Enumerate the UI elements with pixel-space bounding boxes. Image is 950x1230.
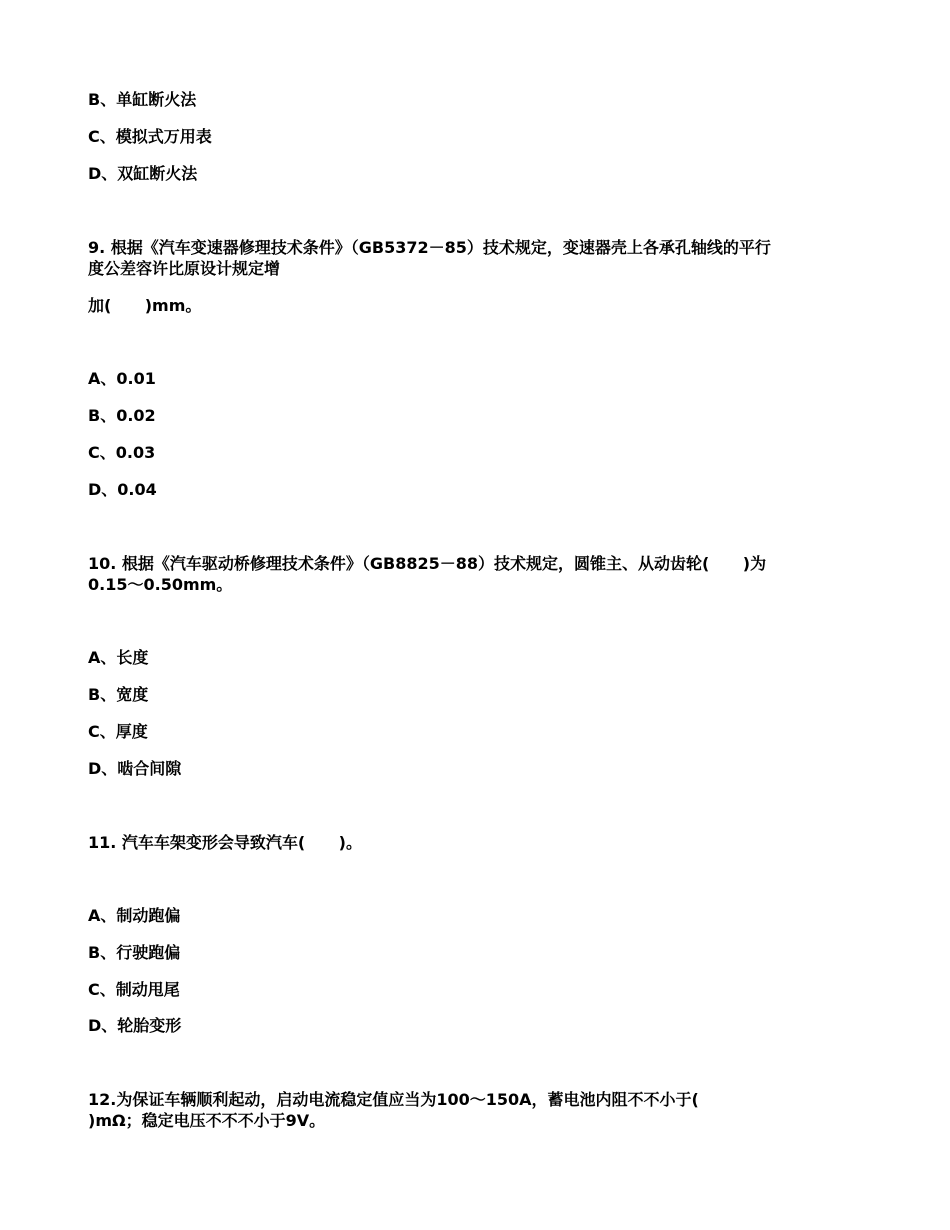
q11-stem: 11. 汽车车架变形会导致汽车( )。 (88, 833, 362, 852)
q9-stem-line1: 9. 根据《汽车变速器修理技术条件》（GB5372－85）技术规定，变速器壳上各承孔轴线的平行 (88, 238, 771, 257)
q12-stem-line1: 12.为保证车辆顺利起动，启动电流稳定值应当为100～150A，蓄电池内阻不不小于( (88, 1090, 699, 1109)
q9-stem-line3: 加( )mm。 (88, 296, 202, 315)
q10-option-a: A、长度 (88, 648, 149, 667)
q9-option-c: C、0.03 (88, 443, 156, 462)
q10-option-b: B、宽度 (88, 685, 149, 704)
q11-option-d: D、轮胎变形 (88, 1016, 182, 1035)
q12-stem-line2: )mΩ；稳定电压不不不小于9V。 (88, 1111, 326, 1130)
q9-stem-line2: 度公差容许比原设计规定增 (88, 259, 281, 278)
q9-option-d: D、0.04 (88, 480, 157, 499)
q8-option-d: D、双缸断火法 (88, 164, 198, 183)
q11-option-b: B、行驶跑偏 (88, 943, 181, 962)
q10-option-d: D、啮合间隙 (88, 759, 182, 778)
q9-option-b: B、0.02 (88, 406, 156, 425)
q10-stem-line1: 10. 根据《汽车驱动桥修理技术条件》（GB8825－88）技术规定，圆锥主、从动齿轮( )为 (88, 554, 767, 573)
q11-option-c: C、制动甩尾 (88, 980, 180, 999)
q10-option-c: C、厚度 (88, 722, 148, 741)
q8-option-c: C、模拟式万用表 (88, 127, 212, 146)
q8-option-b: B、单缸断火法 (88, 90, 197, 109)
q11-option-a: A、制动跑偏 (88, 906, 181, 925)
q9-option-a: A、0.01 (88, 369, 156, 388)
q10-stem-line2: 0.15～0.50mm。 (88, 575, 233, 594)
